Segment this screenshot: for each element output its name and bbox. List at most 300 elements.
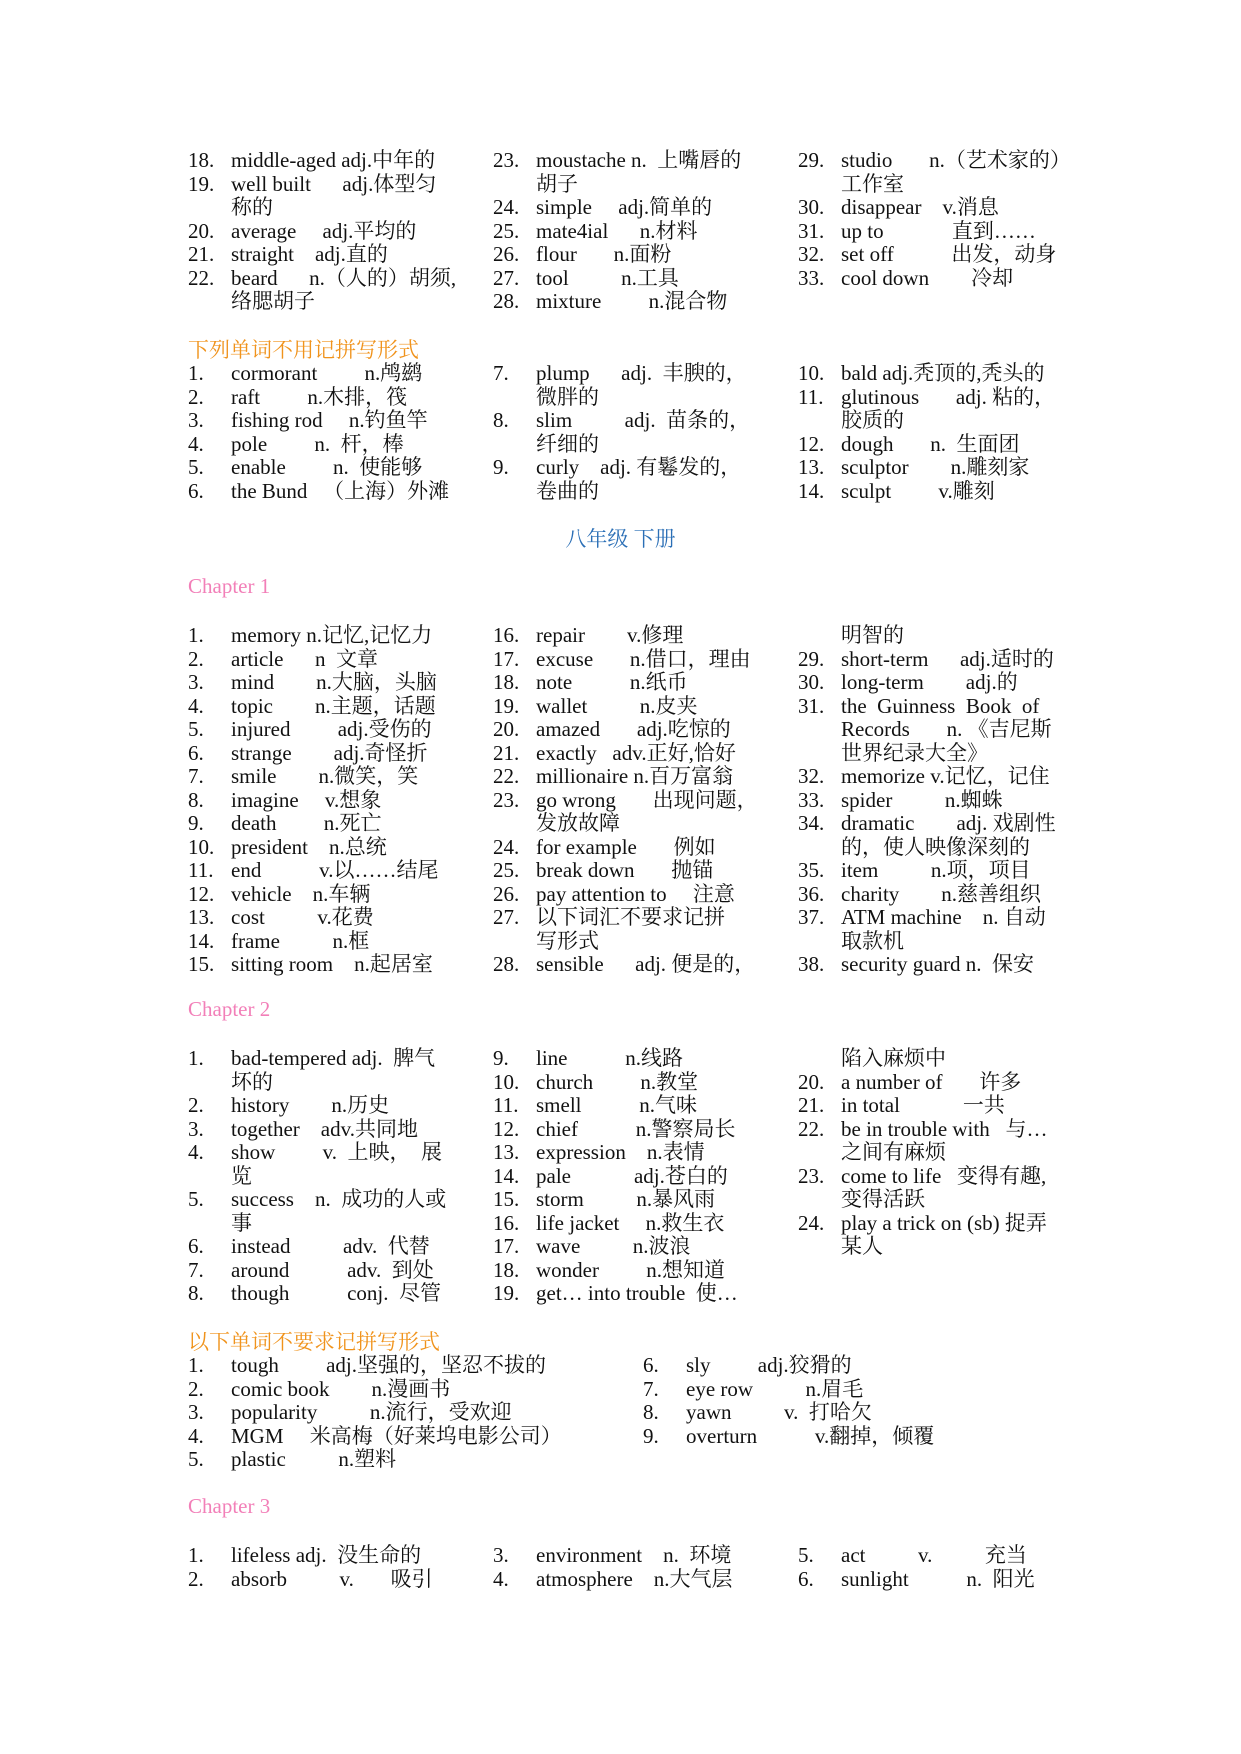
item-text: ATM machine n. 自动 取款机: [841, 905, 1046, 953]
item-text: mate4ial n.材料: [536, 218, 698, 243]
vocab-item: [188, 1425, 643, 1449]
item-number: 22.: [188, 265, 215, 290]
item-number: 21.: [798, 1093, 825, 1117]
vocab-item: [188, 765, 493, 789]
vocab-item: [493, 1544, 798, 1568]
vocab-item: [493, 149, 798, 196]
vocab-item: [798, 196, 1103, 220]
item-text: sly adj.狡猾的: [686, 1353, 852, 1377]
item-text: get… into trouble 使…: [536, 1281, 738, 1305]
item-text: tool n.工具: [536, 265, 679, 290]
item-number: 4.: [188, 1423, 204, 1448]
vocab-block-section1: [188, 362, 1088, 503]
vocab-item: [188, 1354, 643, 1378]
item-text: middle-aged adj.中年的: [231, 148, 436, 172]
item-number: 24.: [493, 834, 520, 859]
vocab-block-chapter1: [188, 624, 1088, 977]
item-number: 37.: [798, 905, 825, 929]
vocab-item: [798, 1071, 1103, 1095]
item-text: mixture n.混合物: [536, 289, 728, 313]
item-number: 25.: [493, 858, 520, 882]
vocab-item: [188, 1378, 643, 1402]
item-text: exactly adv.正好,恰好: [536, 740, 736, 765]
item-number: 6.: [188, 1234, 204, 1258]
vocab-item: [798, 1094, 1103, 1118]
item-number: 18.: [493, 1257, 520, 1282]
vocab-item: [493, 1212, 798, 1236]
item-text: act v. 充当: [841, 1543, 1027, 1567]
vocab-item: [798, 624, 1103, 648]
item-text: smell n.气味: [536, 1093, 697, 1117]
item-number: 8.: [643, 1400, 659, 1424]
item-text: pole n. 杆，棒: [231, 431, 404, 456]
vocab-item: [493, 765, 798, 789]
vocab-item: [798, 456, 1103, 480]
item-text: set off 出发，动身: [841, 242, 1057, 266]
item-number: 23.: [493, 148, 520, 172]
item-text: short-term adj.适时的: [841, 646, 1054, 671]
vocab-item: [798, 149, 1103, 196]
item-text: absorb v. 吸引: [231, 1566, 433, 1591]
item-text: lifeless adj. 没生命的: [231, 1543, 422, 1567]
vocab-item: [798, 386, 1103, 433]
item-number: 2.: [188, 646, 204, 671]
vocab-item: [493, 267, 798, 291]
vocab-item: [493, 883, 798, 907]
item-number: [798, 624, 841, 648]
item-number: 6.: [798, 1566, 814, 1591]
item-number: 27.: [493, 905, 520, 929]
item-number: 15.: [493, 1187, 520, 1211]
vocab-item: [188, 1282, 493, 1306]
column: [798, 624, 1103, 977]
vocab-item: [493, 718, 798, 742]
vocab-item: [798, 480, 1103, 504]
vocab-item: [188, 1448, 643, 1472]
vocab-item: [188, 1141, 493, 1188]
item-text: play a trick on (sb) 捉弄 某人: [841, 1210, 1047, 1258]
item-number: 22.: [493, 764, 520, 788]
item-number: 30.: [798, 670, 825, 694]
item-number: 4.: [188, 693, 204, 718]
item-number: 5.: [188, 1447, 204, 1471]
item-text: be in trouble with 与… 之间有麻烦: [841, 1116, 1048, 1164]
vocab-item: [188, 695, 493, 719]
item-number: 4.: [493, 1566, 509, 1591]
vocab-item: [493, 1118, 798, 1142]
item-number: 8.: [493, 408, 509, 432]
item-text: enable n. 使能够: [231, 455, 423, 479]
item-text: show v. 上映， 展 览: [231, 1140, 442, 1188]
vocab-item: [188, 433, 493, 457]
item-number: 13.: [798, 455, 825, 479]
item-text: pale adj.苍白的: [536, 1163, 728, 1188]
item-number: 12.: [493, 1116, 520, 1141]
item-text: end v.以……结尾: [231, 858, 439, 882]
item-number: 10.: [493, 1069, 520, 1094]
item-text: item n.项，项目: [841, 858, 1031, 882]
vocab-block-chapter2: [188, 1047, 1088, 1306]
item-number: 8.: [188, 787, 204, 812]
item-text: topic n.主题，话题: [231, 693, 436, 718]
item-number: 3.: [188, 670, 204, 694]
item-number: 38.: [798, 952, 825, 976]
item-number: 4.: [188, 431, 204, 456]
vocab-item: [798, 883, 1103, 907]
item-text: raft n.木排，筏: [231, 384, 408, 409]
item-text: sculpt v.雕刻: [841, 478, 995, 503]
column: [493, 624, 798, 977]
vocab-item: [188, 267, 493, 314]
column: [798, 362, 1103, 503]
item-number: 6.: [643, 1353, 659, 1377]
item-number: 27.: [493, 265, 520, 290]
item-text: long-term adj.的: [841, 670, 1018, 694]
item-text: success n. 成功的人或 事: [231, 1187, 447, 1235]
vocab-item: [493, 290, 798, 314]
item-text: history n.历史: [231, 1093, 390, 1117]
item-text: yawn v. 打哈欠: [686, 1400, 872, 1424]
item-number: 1.: [188, 623, 204, 647]
vocab-item: [798, 812, 1103, 859]
vocab-item: [493, 671, 798, 695]
item-text: storm n.暴风雨: [536, 1187, 716, 1211]
vocab-item: [643, 1378, 1098, 1402]
item-text: article n 文章: [231, 646, 378, 671]
column: [493, 1047, 798, 1306]
item-number: [798, 1047, 841, 1071]
vocab-item: [188, 1188, 493, 1235]
item-text: come to life 变得有趣, 变得活跃: [841, 1163, 1047, 1211]
item-number: 2.: [188, 1566, 204, 1591]
vocab-item: [798, 953, 1103, 977]
vocab-item: [798, 1118, 1103, 1165]
vocab-item: [493, 695, 798, 719]
item-text: cormorant n.鸬鹚: [231, 361, 423, 385]
item-text: sculptor n.雕刻家: [841, 455, 1030, 479]
vocab-item: [798, 859, 1103, 883]
vocab-item: [643, 1401, 1098, 1425]
item-text: average adj.平均的: [231, 218, 417, 243]
item-number: 5.: [188, 455, 204, 479]
vocab-block-chapter3: [188, 1544, 1088, 1591]
vocab-item: [798, 789, 1103, 813]
item-text: disappear v.消息: [841, 195, 999, 219]
item-number: 29.: [798, 148, 825, 172]
item-text: wallet n.皮夹: [536, 693, 698, 718]
item-text: sensible adj. 便是的，: [536, 952, 756, 976]
item-text: overturn v.翻掉，倾覆: [686, 1423, 935, 1448]
item-number: 7.: [188, 1257, 204, 1282]
item-number: 8.: [188, 1281, 204, 1305]
column: [798, 1544, 1103, 1591]
item-number: 16.: [493, 623, 520, 647]
item-text: beard n.（人的）胡须, 络腮胡子: [231, 265, 457, 313]
vocab-item: [493, 1047, 798, 1071]
vocab-item: [798, 267, 1103, 291]
vocab-item: [493, 196, 798, 220]
item-number: 12.: [798, 431, 825, 456]
chapter-heading: Chapter 2: [188, 997, 271, 1021]
item-text: flour n.面粉: [536, 242, 672, 266]
item-number: 24.: [493, 195, 520, 219]
item-text: atmosphere n.大气层: [536, 1566, 733, 1591]
item-number: 31.: [798, 693, 825, 718]
vocab-item: [643, 1354, 1098, 1378]
item-text: 以下词汇不要求记拼 写形式: [536, 905, 725, 953]
vocab-item: [188, 789, 493, 813]
item-number: 31.: [798, 218, 825, 243]
item-number: 33.: [798, 787, 825, 812]
vocab-item: [188, 648, 493, 672]
item-text: wonder n.想知道: [536, 1257, 725, 1282]
item-number: 7.: [643, 1376, 659, 1401]
item-number: 7.: [188, 764, 204, 788]
vocab-item: [188, 456, 493, 480]
item-number: 15.: [188, 952, 215, 976]
item-text: church n.教堂: [536, 1069, 699, 1094]
item-text: 陷入麻烦中: [841, 1046, 946, 1070]
column: [643, 1354, 1098, 1472]
column: [798, 1047, 1103, 1306]
vocab-item: [493, 648, 798, 672]
column: [188, 1354, 643, 1472]
item-text: well built adj.体型匀 称的: [231, 171, 437, 219]
item-text: together adv.共同地: [231, 1116, 419, 1141]
item-number: 1.: [188, 1543, 204, 1567]
item-number: 14.: [798, 478, 825, 503]
vocab-item: [188, 1235, 493, 1259]
vocab-item: [798, 1212, 1103, 1259]
item-text: glutinous adj. 粘的， 胶质的: [841, 384, 1056, 432]
item-number: 20.: [493, 717, 520, 741]
item-number: 18.: [493, 670, 520, 694]
item-number: 2.: [188, 384, 204, 409]
vocab-item: [798, 220, 1103, 244]
vocab-item: [188, 362, 493, 386]
item-text: sitting room n.起居室: [231, 952, 433, 976]
vocab-item: [188, 1568, 493, 1592]
item-number: 26.: [493, 881, 520, 906]
item-text: expression n.表情: [536, 1140, 705, 1164]
item-text: life jacket n.救生衣: [536, 1210, 725, 1235]
item-text: MGM 米高梅（好莱坞电影公司）: [231, 1423, 562, 1448]
item-number: 12.: [188, 881, 215, 906]
item-number: 13.: [188, 905, 215, 929]
column: [493, 149, 798, 314]
item-number: 35.: [798, 858, 825, 882]
vocab-item: [798, 1568, 1103, 1592]
item-text: popularity n.流行，受欢迎: [231, 1400, 512, 1424]
item-text: 明智的: [841, 623, 904, 647]
item-text: frame n.框: [231, 928, 370, 953]
item-number: 1.: [188, 1353, 204, 1377]
vocab-item: [798, 671, 1103, 695]
item-text: memory n.记忆,记忆力: [231, 623, 433, 647]
item-number: 11.: [188, 858, 214, 882]
vocab-item: [798, 1047, 1103, 1071]
vocab-item: [188, 624, 493, 648]
item-number: 10.: [798, 361, 825, 385]
vocab-item: [188, 409, 493, 433]
vocab-item: [493, 456, 798, 503]
item-text: eye row n.眉毛: [686, 1376, 864, 1401]
vocab-item: [493, 906, 798, 953]
item-number: 23.: [493, 787, 520, 812]
vocab-item: [798, 1544, 1103, 1568]
vocab-item: [798, 433, 1103, 457]
vocab-item: [643, 1425, 1098, 1449]
item-text: though conj. 尽管: [231, 1281, 441, 1305]
item-number: 4.: [188, 1140, 204, 1164]
item-text: comic book n.漫画书: [231, 1376, 451, 1401]
vocab-item: [798, 648, 1103, 672]
item-number: 9.: [493, 1046, 509, 1070]
item-text: note n.纸币: [536, 670, 688, 694]
vocab-item: [493, 859, 798, 883]
item-number: 3.: [188, 408, 204, 432]
item-number: 30.: [798, 195, 825, 219]
item-number: 2.: [188, 1376, 204, 1401]
vocab-item: [188, 671, 493, 695]
item-text: dough n. 生面团: [841, 431, 1020, 456]
vocab-item: [188, 480, 493, 504]
item-number: 23.: [798, 1163, 825, 1188]
item-number: 22.: [798, 1116, 825, 1141]
item-text: imagine v.想象: [231, 787, 382, 812]
item-text: mind n.大脑，头脑: [231, 670, 437, 694]
item-text: sunlight n. 阳光: [841, 1566, 1035, 1591]
item-text: fishing rod n.钓鱼竿: [231, 408, 428, 432]
chapter-heading: Chapter 1: [188, 574, 271, 598]
vocab-item: [188, 718, 493, 742]
section-heading: 下列单词不用记拼写形式: [188, 338, 419, 362]
item-number: 17.: [493, 646, 520, 671]
item-number: 13.: [493, 1140, 520, 1164]
column: [188, 624, 493, 977]
item-text: amazed adj.吃惊的: [536, 717, 731, 741]
item-text: plump adj. 丰腴的， 微胖的: [536, 361, 747, 409]
vocab-item: [188, 1401, 643, 1425]
item-text: up to 直到……: [841, 218, 1036, 243]
item-text: in total 一共: [841, 1093, 1005, 1117]
item-number: 14.: [493, 1163, 520, 1188]
item-text: chief n.警察局长: [536, 1116, 736, 1141]
vocab-item: [188, 1259, 493, 1283]
column: [188, 149, 493, 314]
item-text: around adv. 到处: [231, 1257, 434, 1282]
item-number: 20.: [798, 1069, 825, 1094]
item-text: straight adj.直的: [231, 242, 388, 266]
vocab-item: [493, 362, 798, 409]
item-number: 3.: [188, 1116, 204, 1141]
vocab-item: [493, 1165, 798, 1189]
vocab-item: [188, 836, 493, 860]
vocab-item: [493, 789, 798, 836]
item-number: 5.: [188, 1187, 204, 1211]
item-text: millionaire n.百万富翁: [536, 764, 734, 788]
grade-title: 八年级 下册: [565, 527, 676, 551]
item-number: 21.: [493, 740, 520, 765]
item-text: death n.死亡: [231, 811, 382, 835]
item-number: 6.: [188, 478, 204, 503]
item-number: 16.: [493, 1210, 520, 1235]
item-number: 9.: [188, 811, 204, 835]
item-text: the Bund （上海）外滩: [231, 478, 450, 503]
item-number: 6.: [188, 740, 204, 765]
item-number: 1.: [188, 1046, 204, 1070]
item-number: 21.: [188, 242, 215, 266]
item-text: security guard n. 保安: [841, 952, 1035, 976]
item-text: spider n.蜘蛛: [841, 787, 1003, 812]
vocab-item: [188, 883, 493, 907]
item-number: 9.: [643, 1423, 659, 1448]
vocab-item: [188, 906, 493, 930]
item-text: repair v.修理: [536, 623, 684, 647]
item-text: cost v.花费: [231, 905, 374, 929]
vocab-item: [493, 1235, 798, 1259]
item-text: plastic n.塑料: [231, 1447, 397, 1471]
item-text: go wrong 出现问题， 发放故障: [536, 787, 758, 835]
vocab-item: [188, 386, 493, 410]
vocab-item: [798, 906, 1103, 953]
item-number: 19.: [493, 1281, 520, 1305]
item-text: wave n.波浪: [536, 1234, 691, 1258]
item-text: dramatic adj. 戏剧性 的，使人映像深刻的: [841, 811, 1056, 859]
vocab-item: [493, 1141, 798, 1165]
item-number: 34.: [798, 811, 825, 835]
item-number: 11.: [798, 384, 824, 409]
item-number: 19.: [493, 693, 520, 718]
item-number: 18.: [188, 148, 215, 172]
vocab-item: [188, 149, 493, 173]
vocab-item: [798, 765, 1103, 789]
item-number: 25.: [493, 218, 520, 243]
vocab-item: [188, 1118, 493, 1142]
vocab-item: [188, 742, 493, 766]
vocab-item: [188, 953, 493, 977]
vocab-item: [493, 742, 798, 766]
chapter-heading: Chapter 3: [188, 1494, 271, 1518]
vocab-item: [493, 1094, 798, 1118]
vocab-item: [188, 859, 493, 883]
item-number: 24.: [798, 1210, 825, 1235]
column: [188, 362, 493, 503]
item-number: 32.: [798, 242, 825, 266]
item-number: 2.: [188, 1093, 204, 1117]
item-number: 26.: [493, 242, 520, 266]
vocab-item: [188, 173, 493, 220]
item-number: 7.: [493, 361, 509, 385]
item-number: 3.: [188, 1400, 204, 1424]
item-text: simple adj.简单的: [536, 195, 713, 219]
vocab-item: [493, 220, 798, 244]
item-number: 28.: [493, 289, 520, 313]
column: [493, 1544, 798, 1591]
item-text: a number of 许多: [841, 1069, 1022, 1094]
item-text: excuse n.借口，理由: [536, 646, 751, 671]
item-text: tough adj.坚强的，坚忍不拔的: [231, 1353, 546, 1377]
item-number: 5.: [188, 717, 204, 741]
item-text: president n.总统: [231, 834, 387, 859]
column: [798, 149, 1103, 314]
column: [188, 1047, 493, 1306]
item-text: line n.线路: [536, 1046, 683, 1070]
item-text: slim adj. 苗条的， 纤细的: [536, 408, 751, 456]
vocab-item: [188, 930, 493, 954]
vocab-item: [798, 695, 1103, 766]
item-number: 36.: [798, 881, 825, 906]
